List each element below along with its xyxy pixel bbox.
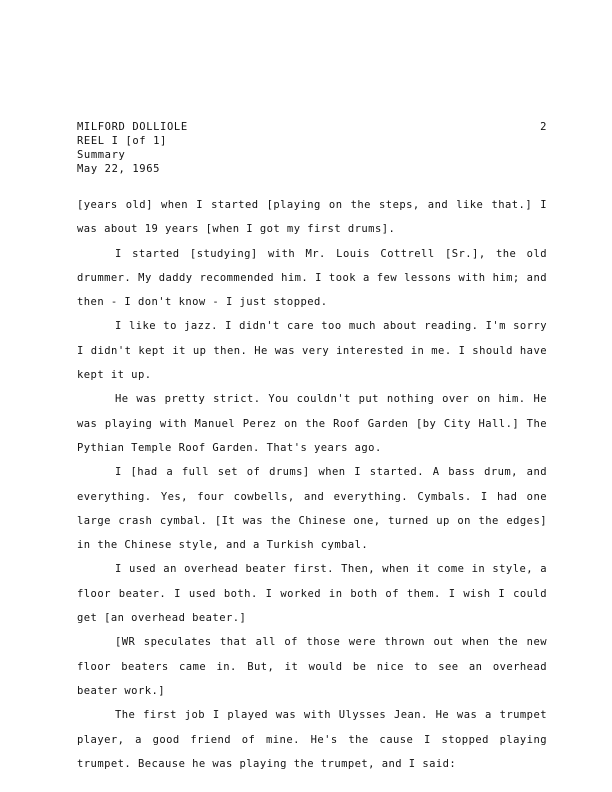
paragraph-6: I used an overhead beater first. Then, when it come in style, a floor beater. I used both. I worked in both of them. I wish I could get [an overhead beater.] xyxy=(77,563,547,625)
body-text xyxy=(77,193,547,776)
interview-date: May 22, 1965 xyxy=(77,163,161,175)
document-header xyxy=(77,120,547,176)
paragraph-5: I [had a full set of drums] when I started. A bass drum, and everything. Yes, four cowbells, and everything. Cymbals. I had one large crash cymbal. [It was the Chinese one, turned up on the edges] in the Chinese style, and a Turkish cymbal. xyxy=(77,466,547,552)
reel-label: REEL I [of 1] xyxy=(77,135,167,147)
paragraph-3: I like to jazz. I didn't care too much about reading. I'm sorry I didn't kept it up then. He was very interested in me. I should have kept it up. xyxy=(77,320,547,382)
interviewee-name: MILFORD DOLLIOLE xyxy=(77,121,188,133)
document-type: Summary xyxy=(77,149,126,161)
paragraph-4: He was pretty strict. You couldn't put nothing over on him. He was playing with Manuel Perez on the Roof Garden [by City Hall.] The Pythian Temple Roof Garden. That's years ago. xyxy=(77,393,547,454)
paragraph-8: The first job I played was with Ulysses Jean. He was a trumpet player, a good friend of mine. He's the cause I stopped playing trumpet. Because he was playing the trumpet, and I said: xyxy=(77,709,547,770)
paragraph-7: [WR speculates that all of those were thrown out when the new floor beaters came in. But, it would be nice to see an overhead beater work.] xyxy=(77,636,547,697)
page-number: 2 xyxy=(540,121,547,133)
paragraph-1: [years old] when I started [playing on the steps, and like that.] I was about 19 years [when I got my first drums]. xyxy=(77,199,547,236)
paragraph-2: I started [studying] with Mr. Louis Cottrell [Sr.], the old drummer. My daddy recommended him. I took a few lessons with him; and then - I don't know - I just stopped. xyxy=(77,247,547,309)
